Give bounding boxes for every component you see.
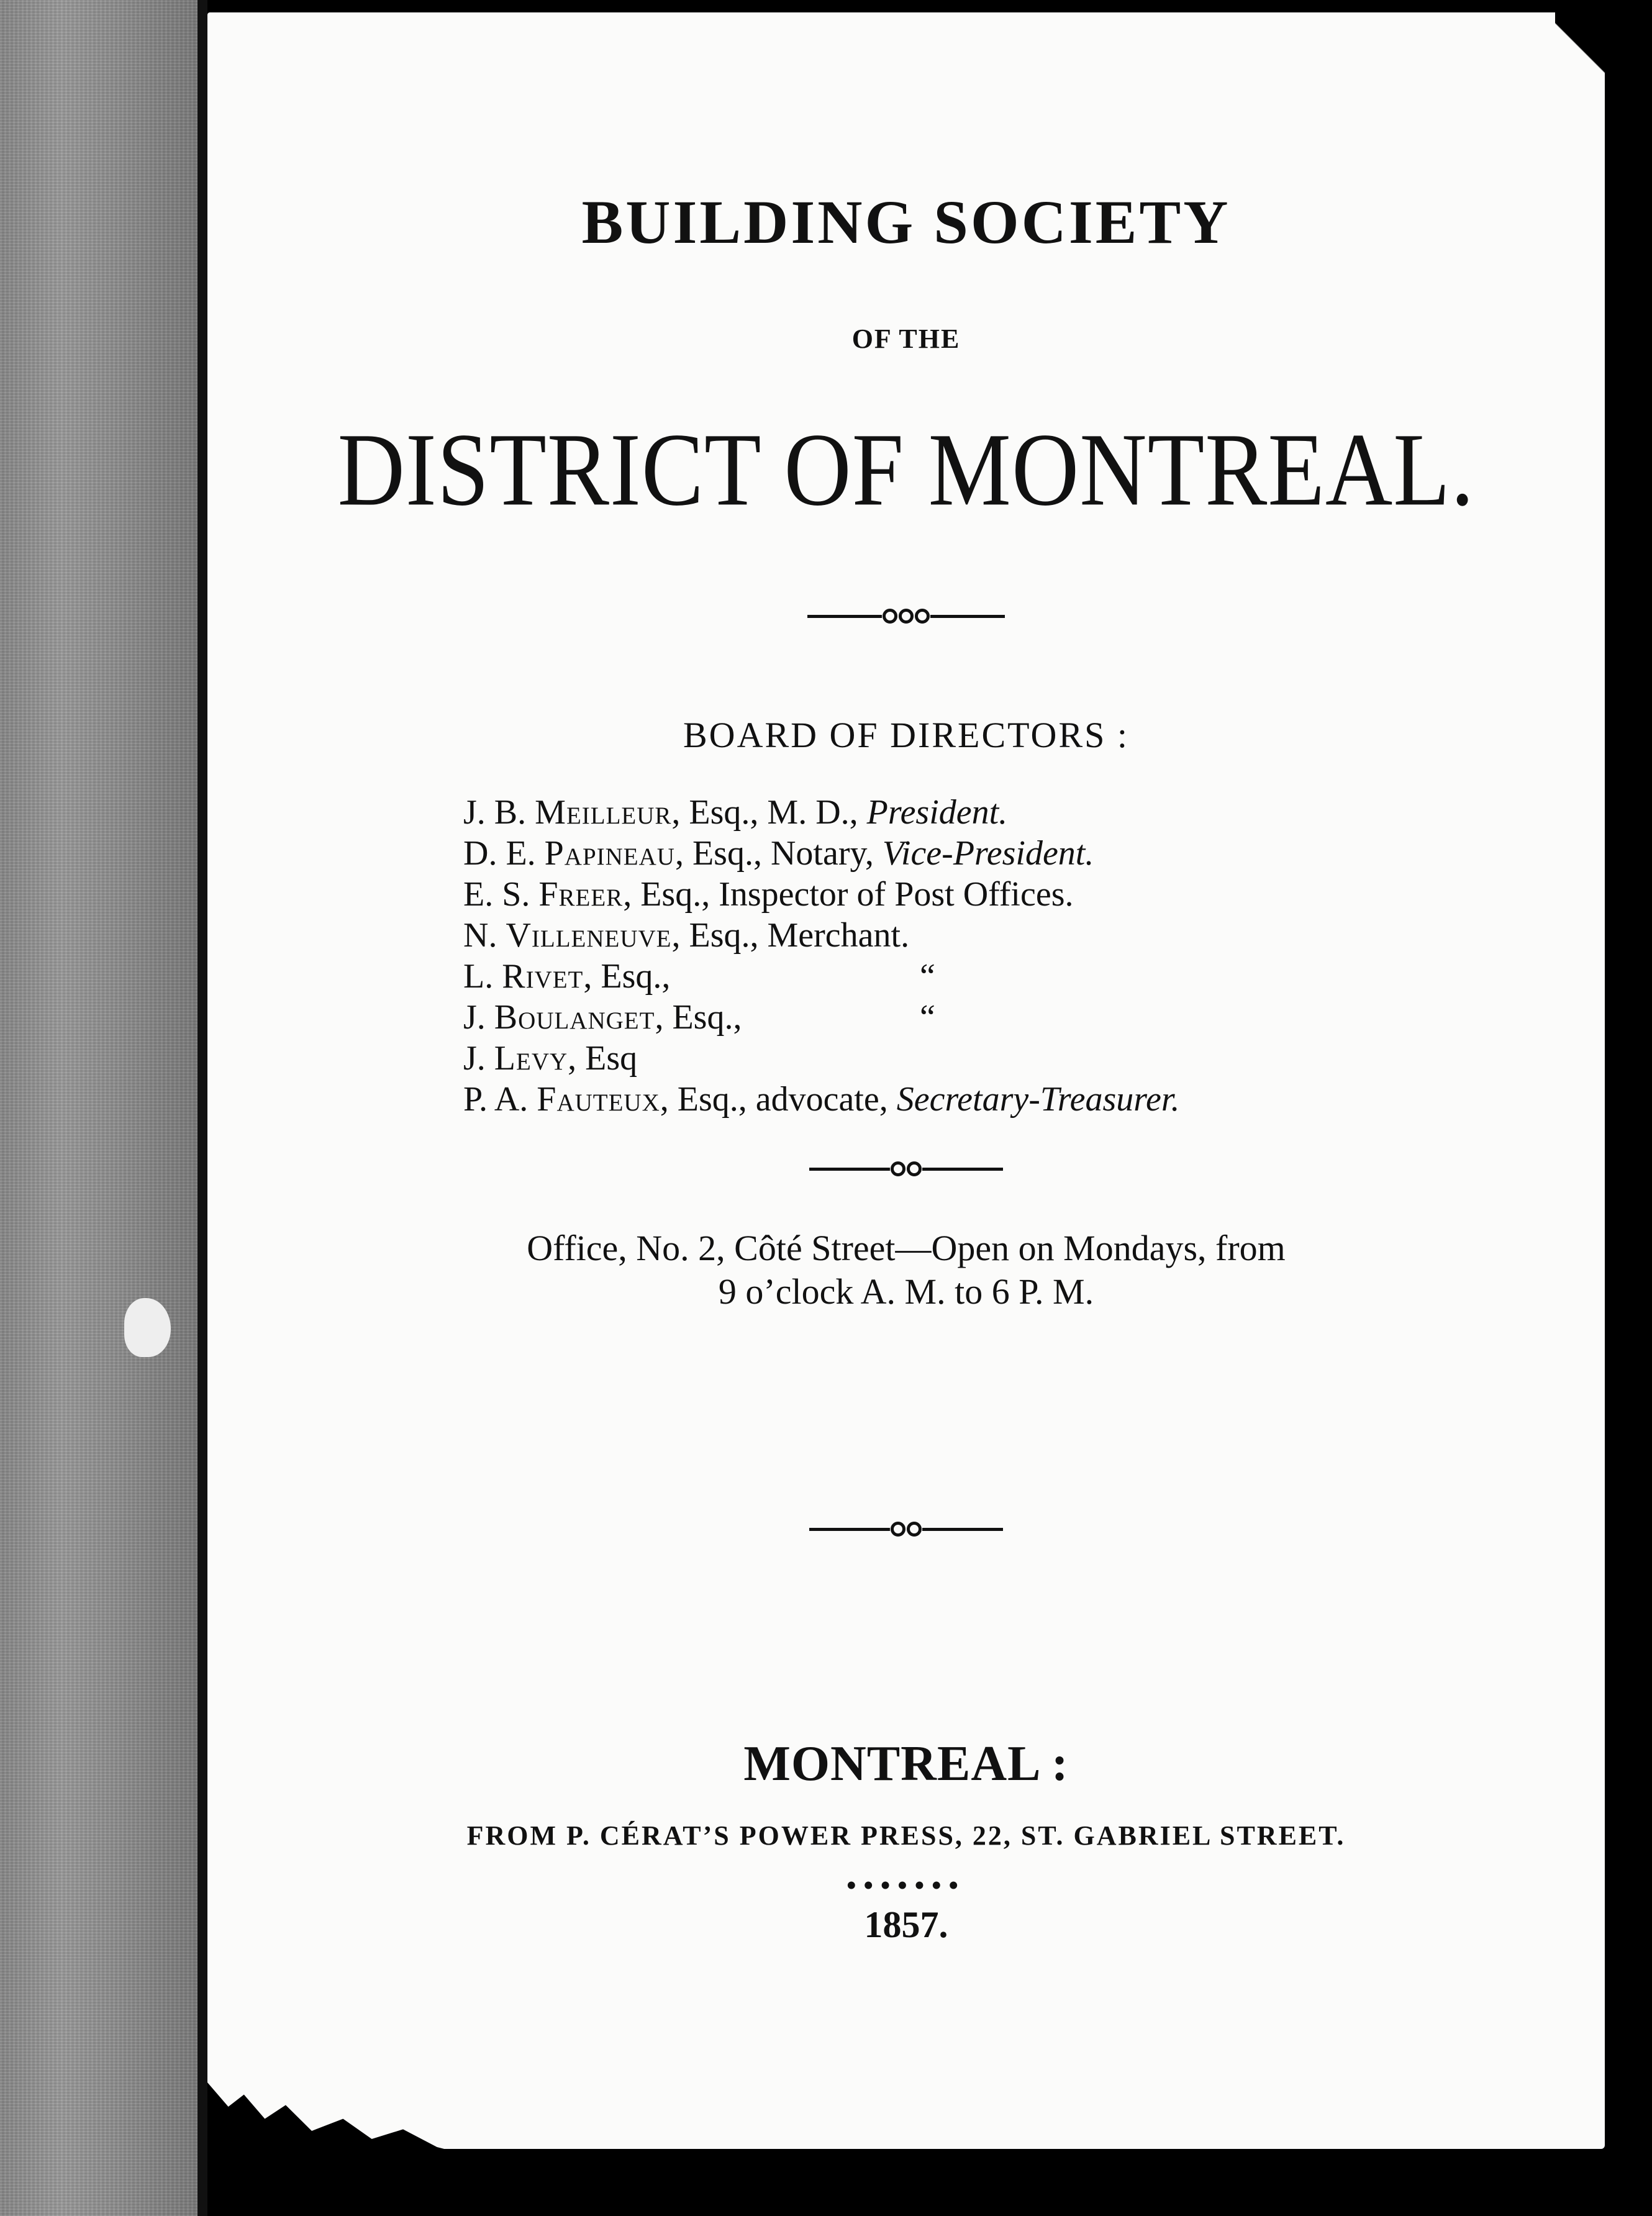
director-name: Villeneuve xyxy=(506,916,672,955)
director-initials: E. S. xyxy=(463,875,530,914)
director-initials: J. B. xyxy=(463,793,527,832)
director-name: Levy xyxy=(494,1039,568,1078)
director-name: Boulanget xyxy=(494,998,655,1037)
ornament-rule xyxy=(207,1522,1605,1537)
title-line-1: BUILDING SOCIETY xyxy=(581,188,1231,257)
director-initials: N. xyxy=(463,916,497,955)
director-name: Freer xyxy=(538,875,624,914)
directors-list xyxy=(463,792,1179,1120)
director-name: Meilleur xyxy=(535,793,672,832)
imprint-dots: ••••••• xyxy=(846,1870,966,1900)
director-details: , Esq., xyxy=(583,957,671,996)
ornament-line xyxy=(930,615,1005,618)
title-line-2: DISTRICT OF MONTREAL. xyxy=(337,412,1475,528)
title-page xyxy=(207,12,1605,2149)
office-line-2: 9 o’clock A. M. to 6 P. M. xyxy=(718,1271,1094,1312)
director-row xyxy=(463,997,1179,1038)
director-role: Secretary-Treasurer. xyxy=(896,1080,1180,1119)
director-details: , Esq xyxy=(568,1039,638,1078)
office-notice xyxy=(207,1227,1605,1314)
director-row xyxy=(463,833,1179,874)
director-name: Rivet xyxy=(502,957,584,996)
director-role: President. xyxy=(866,793,1008,832)
director-role: Vice-President. xyxy=(882,834,1094,873)
director-initials: L. xyxy=(463,957,494,996)
title-of-the: OF THE xyxy=(851,324,961,354)
imprint-city: MONTREAL : xyxy=(743,1737,1069,1791)
director-details: , Esq., xyxy=(655,998,742,1037)
ornament-dot xyxy=(899,609,914,624)
director-row xyxy=(463,1079,1179,1120)
director-row xyxy=(463,874,1179,915)
ornament-dot xyxy=(907,1522,922,1537)
director-row xyxy=(463,1038,1179,1079)
ornament-dot xyxy=(891,1522,905,1537)
director-details: , Esq., advocate, xyxy=(660,1080,897,1119)
director-row xyxy=(463,956,1179,997)
director-row xyxy=(463,792,1179,833)
ornament-dot xyxy=(907,1161,922,1176)
ornament-line xyxy=(922,1168,1003,1171)
ornament-dot xyxy=(883,609,897,624)
director-name: Papineau xyxy=(544,834,675,873)
spine-blemish xyxy=(124,1298,171,1357)
director-details: , Esq., Notary, xyxy=(674,834,883,873)
ornament-dot xyxy=(891,1161,905,1176)
director-row xyxy=(463,915,1179,956)
ornament-line xyxy=(809,1168,890,1171)
ornament-line xyxy=(807,615,882,618)
imprint-printer: FROM P. CÉRAT’S POWER PRESS, 22, ST. GABRIEL STREET. xyxy=(466,1820,1346,1851)
ornament-rule xyxy=(207,609,1605,624)
director-initials: P. A. xyxy=(463,1080,529,1119)
ornament-line xyxy=(809,1528,890,1531)
ornament-rule xyxy=(207,1161,1605,1176)
director-initials: J. xyxy=(463,1039,486,1078)
ditto-mark: “ xyxy=(920,957,935,996)
director-initials: J. xyxy=(463,998,486,1037)
page-corner xyxy=(1555,12,1605,112)
board-heading: BOARD OF DIRECTORS : xyxy=(683,715,1129,755)
director-name: Fauteux xyxy=(537,1080,660,1119)
director-details: , Esq., Merchant. xyxy=(671,916,910,955)
director-initials: D. E. xyxy=(463,834,536,873)
office-line-1: Office, No. 2, Côté Street—Open on Mondays, from xyxy=(527,1228,1286,1268)
ornament-line xyxy=(922,1528,1003,1531)
torn-edge xyxy=(207,2074,468,2155)
book-spine xyxy=(0,0,205,2216)
ditto-mark: “ xyxy=(920,998,935,1037)
imprint-year: 1857. xyxy=(864,1904,948,1945)
director-details: , Esq., M. D., xyxy=(671,793,867,832)
spine-edge xyxy=(197,0,207,2216)
director-details: , Esq., Inspector of Post Offices. xyxy=(623,875,1074,914)
ornament-dot xyxy=(915,609,930,624)
